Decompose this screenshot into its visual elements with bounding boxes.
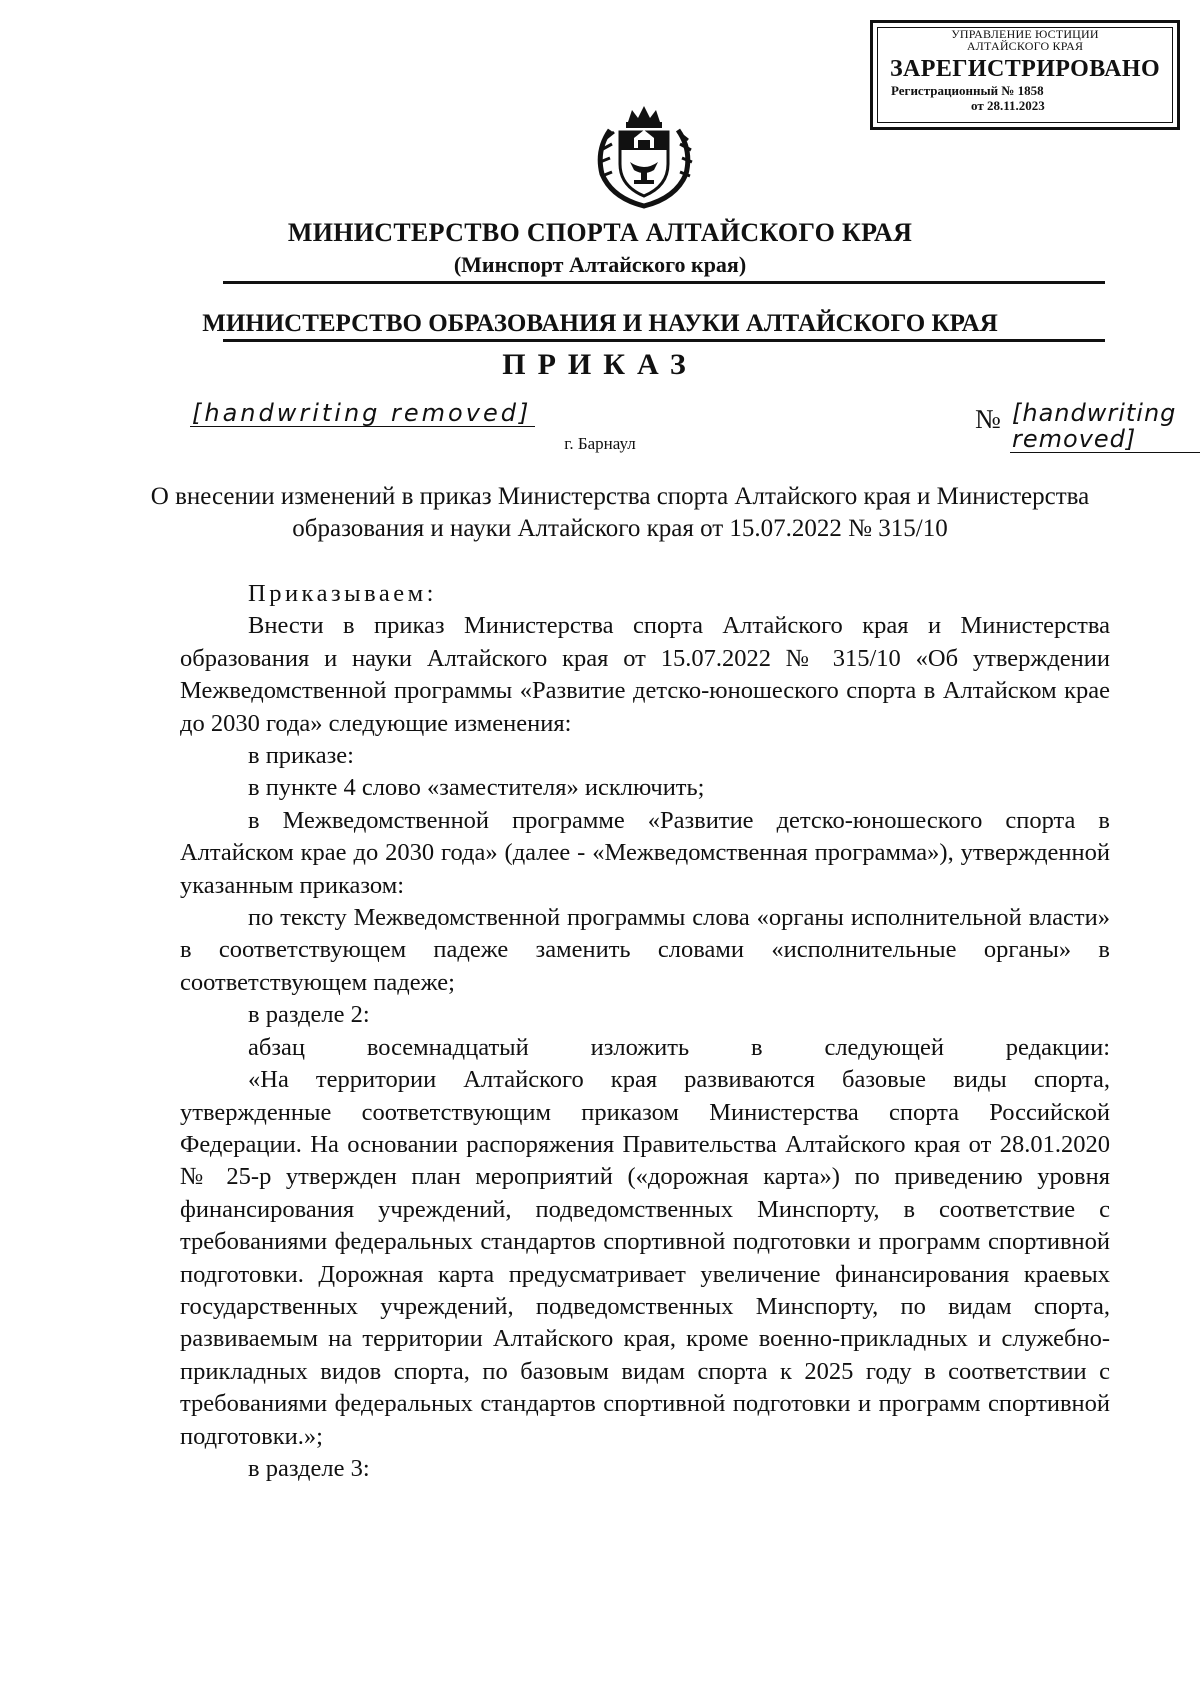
ministry-sport-short-name: (Минспорт Алтайского края) [453, 252, 747, 277]
stamp-office-line2: АЛТАЙСКОГО КРАЯ [966, 39, 1084, 53]
body-paragraph-terms-replace: по тексту Межведомственной программы слова «органы исполнительной власти» в соответствующем падеже заменить словами «исполнительные органы» в соответствующем падеже; [180, 904, 1110, 996]
stamp-reg-number: Регистрационный № 1858 [891, 83, 1044, 98]
order-city: г. Барнаул [564, 434, 636, 453]
order-title: О внесении изменений в приказ Министерства спорта Алтайского края и Министерства образования и науки Алтайского края от 15.07.2022 № 315/10 [150, 483, 1090, 542]
order-number-label: № [975, 404, 1001, 434]
body-paragraph-program: в Межведомственной программе «Развитие детско-юношеского спорта в Алтайском крае до 2030 года» (далее - «Межведомственная программа»), утвержденной указанным приказом: [180, 806, 1110, 899]
body-paragraph-order-word: Приказываем: [248, 580, 437, 607]
body-paragraph-new-text: «На территории Алтайского края развиваются базовые виды спорта, утвержденные соответствующим приказом Министерства спорта Российской Федерации. На основании распоряжения Правительства Алтайского края от 28.01.2020 № 25-р утвержден план мероприятий («дорожная карта») по приведению уровня финансирования учреждений, подведомственных Минспорту, в соответствие с требованиями федеральных стандартов спортивной подготовки и программ спортивной подготовки. Дорожная карта предусматривает увеличение финансирования краевых государственных учреждений, подведомственных Минспорту, по видам спорта, развиваемым на территории Алтайского края, кроме военно-прикладных и служебно-прикладных видов спорта, по базовым видам спорта к 2025 году в соответствии с требованиями федеральных стандартов спортивной подготовки и программ спортивной подготовки.»; [180, 1066, 1110, 1450]
coat-of-arms-emblem [590, 100, 698, 210]
order-number: [handwriting removed] [1010, 400, 1200, 453]
body-paragraph-point-4: в пункте 4 слово «заместителя» исключить; [248, 774, 705, 802]
header-rule-bottom [223, 339, 1105, 342]
order-date: [handwriting removed] [190, 400, 535, 427]
body-paragraph-section-3: в разделе 3: [248, 1454, 370, 1482]
body-paragraph-amend-intro: Внести в приказ Министерства спорта Алтайского края и Министерства образования и науки Алтайского края от 15.07.2022 № 315/10 «Об утверждении Межведомственной программы «Развитие детско-юношеского спорта в Алтайском крае до 2030 года» следующие изменения: [180, 612, 1110, 737]
registration-stamp [870, 20, 1180, 130]
ministry-sport-heading: МИНИСТЕРСТВО СПОРТА АЛТАЙСКОГО КРАЯ [287, 218, 913, 247]
body-paragraph-paragraph-18: абзац восемнадцатый изложить в следующей редакции: [248, 1033, 1110, 1061]
order-body [180, 578, 1110, 1485]
body-paragraph-section-2: в разделе 2: [248, 1001, 370, 1029]
stamp-office-line1: УПРАВЛЕНИЕ ЮСТИЦИИ [951, 27, 1099, 41]
stamp-status: ЗАРЕГИСТРИРОВАНО [889, 56, 1161, 82]
document-type-heading: ПРИКАЗ [502, 348, 698, 381]
ministry-education-heading: МИНИСТЕРСТВО ОБРАЗОВАНИЯ И НАУКИ АЛТАЙСКОГО КРАЯ [202, 310, 998, 337]
stamp-reg-date: от 28.11.2023 [971, 98, 1045, 113]
body-paragraph-in-order: в приказе: [248, 742, 354, 770]
stamp-inner-frame [877, 27, 1173, 123]
header-rule-top [223, 281, 1105, 284]
